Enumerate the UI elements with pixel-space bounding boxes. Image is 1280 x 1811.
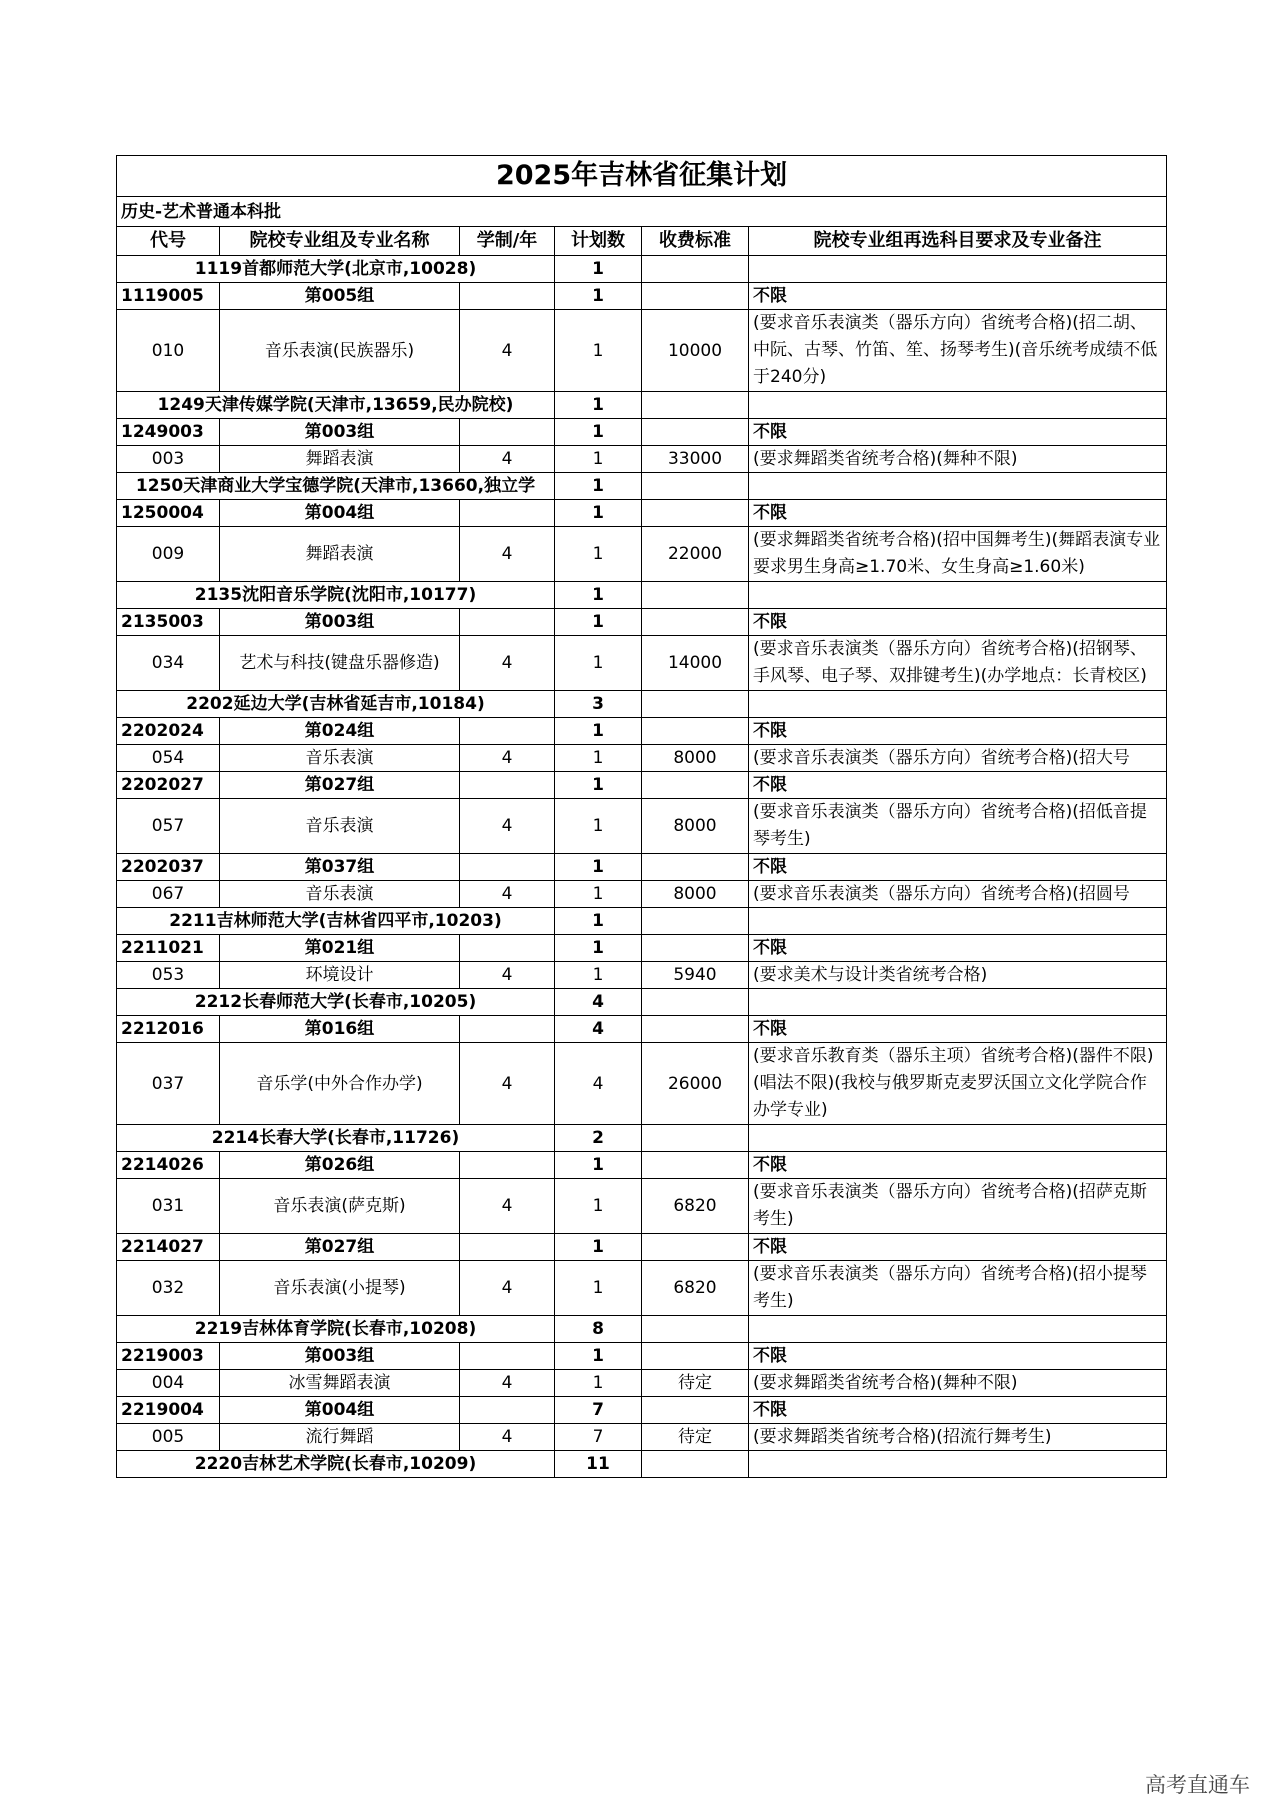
subject-requirement: 不限 xyxy=(749,500,1167,527)
major-row xyxy=(117,799,1167,854)
major-code: 067 xyxy=(117,881,220,908)
group-name: 第003组 xyxy=(220,609,460,636)
group-row xyxy=(117,854,1167,881)
plan-count: 2 xyxy=(555,1125,642,1152)
years-value: 4 xyxy=(460,962,555,989)
subject-requirement: 不限 xyxy=(749,1016,1167,1043)
notes-cell xyxy=(749,691,1167,718)
school-row xyxy=(117,1451,1167,1478)
major-name: 冰雪舞蹈表演 xyxy=(220,1370,460,1397)
group-code: 2202027 xyxy=(117,772,220,799)
notes-cell xyxy=(749,989,1167,1016)
major-notes: (要求音乐表演类（器乐方向）省统考合格)(招大号 xyxy=(749,745,1167,772)
notes-cell xyxy=(749,392,1167,419)
years-value: 4 xyxy=(460,446,555,473)
major-name: 舞蹈表演 xyxy=(220,446,460,473)
major-notes: (要求音乐表演类（器乐方向）省统考合格)(招二胡、中阮、古琴、竹笛、笙、扬琴考生)(音乐统考成绩不低于240分) xyxy=(749,310,1167,392)
plan-count: 4 xyxy=(555,989,642,1016)
years-cell xyxy=(460,935,555,962)
group-code: 2211021 xyxy=(117,935,220,962)
fee-cell xyxy=(642,854,749,881)
school-row xyxy=(117,1125,1167,1152)
group-name: 第005组 xyxy=(220,283,460,310)
years-cell xyxy=(460,1152,555,1179)
years-cell xyxy=(460,283,555,310)
plan-count: 1 xyxy=(555,1343,642,1370)
group-row xyxy=(117,1152,1167,1179)
major-code: 034 xyxy=(117,636,220,691)
years-cell xyxy=(460,1343,555,1370)
notes-cell xyxy=(749,908,1167,935)
fee-cell xyxy=(642,935,749,962)
years-cell xyxy=(460,1234,555,1261)
subject-requirement: 不限 xyxy=(749,935,1167,962)
years-value: 4 xyxy=(460,527,555,582)
group-name: 第026组 xyxy=(220,1152,460,1179)
major-code: 004 xyxy=(117,1370,220,1397)
plan-count: 1 xyxy=(555,419,642,446)
subject-requirement: 不限 xyxy=(749,1343,1167,1370)
years-value: 4 xyxy=(460,881,555,908)
group-row xyxy=(117,500,1167,527)
batch-row xyxy=(117,197,1167,227)
group-name: 第024组 xyxy=(220,718,460,745)
school-name: 2219吉林体育学院(长春市,10208) xyxy=(117,1316,555,1343)
fee-value: 8000 xyxy=(642,799,749,854)
group-row xyxy=(117,419,1167,446)
fee-value: 14000 xyxy=(642,636,749,691)
fee-value: 22000 xyxy=(642,527,749,582)
fee-cell xyxy=(642,718,749,745)
plan-count: 1 xyxy=(555,962,642,989)
group-code: 2212016 xyxy=(117,1016,220,1043)
years-cell xyxy=(460,772,555,799)
major-notes: (要求音乐表演类（器乐方向）省统考合格)(招低音提琴考生) xyxy=(749,799,1167,854)
major-notes: (要求舞蹈类省统考合格)(招流行舞考生) xyxy=(749,1424,1167,1451)
years-value: 4 xyxy=(460,1370,555,1397)
group-name: 第037组 xyxy=(220,854,460,881)
years-cell xyxy=(460,1397,555,1424)
plan-count: 1 xyxy=(555,1261,642,1316)
group-code: 1249003 xyxy=(117,419,220,446)
plan-count: 8 xyxy=(555,1316,642,1343)
years-value: 4 xyxy=(460,799,555,854)
group-name: 第004组 xyxy=(220,1397,460,1424)
major-row xyxy=(117,881,1167,908)
group-code: 1250004 xyxy=(117,500,220,527)
group-code: 2219004 xyxy=(117,1397,220,1424)
header-code: 代号 xyxy=(117,227,220,256)
major-name: 艺术与科技(键盘乐器修造) xyxy=(220,636,460,691)
years-cell xyxy=(460,609,555,636)
subject-requirement: 不限 xyxy=(749,609,1167,636)
group-code: 2202024 xyxy=(117,718,220,745)
plan-count: 1 xyxy=(555,881,642,908)
plan-count: 1 xyxy=(555,854,642,881)
major-notes: (要求舞蹈类省统考合格)(舞种不限) xyxy=(749,446,1167,473)
plan-count: 1 xyxy=(555,908,642,935)
fee-cell xyxy=(642,989,749,1016)
plan-count: 1 xyxy=(555,1179,642,1234)
notes-cell xyxy=(749,256,1167,283)
plan-count: 1 xyxy=(555,1370,642,1397)
school-name: 1249天津传媒学院(天津市,13659,民办院校) xyxy=(117,392,555,419)
major-notes: (要求音乐表演类（器乐方向）省统考合格)(招钢琴、手风琴、电子琴、双排键考生)(办学地点：长青校区) xyxy=(753,639,1147,686)
plan-count: 1 xyxy=(555,500,642,527)
group-row xyxy=(117,609,1167,636)
major-notes: (要求音乐表演类（器乐方向）省统考合格)(招萨克斯考生) xyxy=(749,1179,1167,1234)
plan-count: 4 xyxy=(555,1016,642,1043)
years-cell xyxy=(460,500,555,527)
group-row xyxy=(117,283,1167,310)
header-plan: 计划数 xyxy=(555,227,642,256)
subject-requirement: 不限 xyxy=(749,1152,1167,1179)
subject-requirement: 不限 xyxy=(749,419,1167,446)
major-code: 031 xyxy=(117,1179,220,1234)
plan-count: 3 xyxy=(555,691,642,718)
subject-requirement: 不限 xyxy=(749,1234,1167,1261)
major-name: 音乐表演(小提琴) xyxy=(220,1261,460,1316)
subject-requirement: 不限 xyxy=(749,718,1167,745)
plan-count: 1 xyxy=(555,392,642,419)
major-notes: (要求美术与设计类省统考合格) xyxy=(749,962,1167,989)
major-row xyxy=(117,1261,1167,1316)
notes-cell xyxy=(749,582,1167,609)
plan-count: 1 xyxy=(555,718,642,745)
notes-cell xyxy=(749,1451,1167,1478)
fee-cell xyxy=(642,392,749,419)
subject-requirement: 不限 xyxy=(749,1397,1167,1424)
major-code: 010 xyxy=(117,310,220,392)
fee-value: 待定 xyxy=(642,1370,749,1397)
fee-value: 待定 xyxy=(642,1424,749,1451)
major-code: 005 xyxy=(117,1424,220,1451)
plan-count: 1 xyxy=(555,582,642,609)
plan-count: 1 xyxy=(555,310,642,392)
fee-cell xyxy=(642,908,749,935)
major-notes: (要求舞蹈类省统考合格)(招中国舞考生)(舞蹈表演专业要求男生身高≥1.70米、女生身高≥1.60米) xyxy=(749,527,1167,582)
group-name: 第003组 xyxy=(220,1343,460,1370)
enrollment-plan-table xyxy=(116,155,1167,1478)
notes-cell xyxy=(749,1316,1167,1343)
fee-value: 26000 xyxy=(642,1043,749,1125)
fee-cell xyxy=(642,419,749,446)
fee-cell xyxy=(642,256,749,283)
years-value: 4 xyxy=(460,1043,555,1125)
fee-cell xyxy=(642,473,749,500)
group-row xyxy=(117,1343,1167,1370)
years-cell xyxy=(460,718,555,745)
plan-count: 1 xyxy=(555,446,642,473)
fee-value: 10000 xyxy=(642,310,749,392)
major-notes-cell xyxy=(749,636,1167,691)
fee-cell xyxy=(642,772,749,799)
major-notes: (要求音乐表演类（器乐方向）省统考合格)(招小提琴考生) xyxy=(749,1261,1167,1316)
major-notes: (要求音乐教育类（器乐主项）省统考合格)(器件不限)(唱法不限)(我校与俄罗斯克麦罗沃国立文化学院合作办学专业) xyxy=(749,1043,1167,1125)
school-name: 2211吉林师范大学(吉林省四平市,10203) xyxy=(117,908,555,935)
school-name: 1119首都师范大学(北京市,10028) xyxy=(117,256,555,283)
major-code: 054 xyxy=(117,745,220,772)
major-row xyxy=(117,745,1167,772)
group-code: 2214027 xyxy=(117,1234,220,1261)
years-value: 4 xyxy=(460,1261,555,1316)
major-row xyxy=(117,1370,1167,1397)
major-row xyxy=(117,962,1167,989)
plan-count: 1 xyxy=(555,609,642,636)
fee-cell xyxy=(642,500,749,527)
group-name: 第003组 xyxy=(220,419,460,446)
fee-cell xyxy=(642,1343,749,1370)
enrollment-table-container xyxy=(116,155,1166,1478)
fee-value: 6820 xyxy=(642,1179,749,1234)
major-name: 流行舞蹈 xyxy=(220,1424,460,1451)
fee-cell xyxy=(642,1016,749,1043)
major-code: 057 xyxy=(117,799,220,854)
major-name: 音乐表演 xyxy=(220,881,460,908)
group-name: 第021组 xyxy=(220,935,460,962)
page-title: 2025年吉林省征集计划 xyxy=(117,156,1167,197)
notes-cell xyxy=(749,1125,1167,1152)
group-name: 第016组 xyxy=(220,1016,460,1043)
fee-value: 8000 xyxy=(642,745,749,772)
major-name: 音乐表演(萨克斯) xyxy=(220,1179,460,1234)
plan-count: 1 xyxy=(555,636,642,691)
plan-count: 1 xyxy=(555,745,642,772)
fee-value: 8000 xyxy=(642,881,749,908)
subject-requirement: 不限 xyxy=(749,854,1167,881)
school-row xyxy=(117,691,1167,718)
plan-count: 1 xyxy=(555,473,642,500)
major-row xyxy=(117,446,1167,473)
major-row xyxy=(117,1424,1167,1451)
fee-cell xyxy=(642,1234,749,1261)
subject-requirement: 不限 xyxy=(749,283,1167,310)
major-code: 032 xyxy=(117,1261,220,1316)
fee-value: 5940 xyxy=(642,962,749,989)
school-row xyxy=(117,392,1167,419)
plan-count: 1 xyxy=(555,799,642,854)
major-name: 音乐学(中外合作办学) xyxy=(220,1043,460,1125)
major-notes: (要求音乐表演类（器乐方向）省统考合格)(招圆号 xyxy=(749,881,1167,908)
school-name: 1250天津商业大学宝德学院(天津市,13660,独立学 xyxy=(117,473,555,500)
plan-count: 1 xyxy=(555,1152,642,1179)
group-row xyxy=(117,718,1167,745)
group-code: 2219003 xyxy=(117,1343,220,1370)
plan-count: 4 xyxy=(555,1043,642,1125)
plan-count: 7 xyxy=(555,1397,642,1424)
school-row xyxy=(117,1316,1167,1343)
major-row xyxy=(117,1043,1167,1125)
group-name: 第027组 xyxy=(220,1234,460,1261)
batch-label: 历史-艺术普通本科批 xyxy=(117,197,1167,227)
school-row xyxy=(117,989,1167,1016)
major-code: 037 xyxy=(117,1043,220,1125)
plan-count: 1 xyxy=(555,935,642,962)
group-row xyxy=(117,772,1167,799)
years-value: 4 xyxy=(460,1424,555,1451)
major-name: 音乐表演 xyxy=(220,745,460,772)
school-row xyxy=(117,582,1167,609)
group-row xyxy=(117,1234,1167,1261)
subject-requirement: 不限 xyxy=(749,772,1167,799)
years-value: 4 xyxy=(460,1179,555,1234)
group-name: 第027组 xyxy=(220,772,460,799)
header-fee: 收费标准 xyxy=(642,227,749,256)
fee-cell xyxy=(642,283,749,310)
fee-cell xyxy=(642,1397,749,1424)
group-code: 2202037 xyxy=(117,854,220,881)
title-row xyxy=(117,156,1167,197)
years-value: 4 xyxy=(460,310,555,392)
major-name: 舞蹈表演 xyxy=(220,527,460,582)
plan-count: 1 xyxy=(555,1234,642,1261)
fee-cell xyxy=(642,1152,749,1179)
group-row xyxy=(117,1016,1167,1043)
major-name: 音乐表演 xyxy=(220,799,460,854)
watermark-text: 高考直通车 xyxy=(1145,1773,1250,1797)
header-name: 院校专业组及专业名称 xyxy=(220,227,460,256)
major-code: 009 xyxy=(117,527,220,582)
years-value: 4 xyxy=(460,636,555,691)
school-name: 2202延边大学(吉林省延吉市,10184) xyxy=(117,691,555,718)
group-row xyxy=(117,1397,1167,1424)
fee-cell xyxy=(642,609,749,636)
school-name: 2220吉林艺术学院(长春市,10209) xyxy=(117,1451,555,1478)
group-code: 2135003 xyxy=(117,609,220,636)
school-name: 2212长春师范大学(长春市,10205) xyxy=(117,989,555,1016)
major-row xyxy=(117,527,1167,582)
school-row xyxy=(117,256,1167,283)
plan-count: 1 xyxy=(555,283,642,310)
plan-count: 11 xyxy=(555,1451,642,1478)
major-code: 003 xyxy=(117,446,220,473)
fee-value: 6820 xyxy=(642,1261,749,1316)
fee-cell xyxy=(642,582,749,609)
school-name: 2135沈阳音乐学院(沈阳市,10177) xyxy=(117,582,555,609)
major-notes: (要求舞蹈类省统考合格)(舞种不限) xyxy=(749,1370,1167,1397)
school-row xyxy=(117,473,1167,500)
group-name: 第004组 xyxy=(220,500,460,527)
years-cell xyxy=(460,1016,555,1043)
group-row xyxy=(117,935,1167,962)
fee-cell xyxy=(642,691,749,718)
fee-cell xyxy=(642,1125,749,1152)
fee-cell xyxy=(642,1316,749,1343)
plan-count: 7 xyxy=(555,1424,642,1451)
major-name: 音乐表演(民族器乐) xyxy=(220,310,460,392)
major-name: 环境设计 xyxy=(220,962,460,989)
years-cell xyxy=(460,419,555,446)
school-name: 2214长春大学(长春市,11726) xyxy=(117,1125,555,1152)
years-value: 4 xyxy=(460,745,555,772)
header-row xyxy=(117,227,1167,256)
header-years: 学制/年 xyxy=(460,227,555,256)
notes-cell xyxy=(749,473,1167,500)
fee-cell xyxy=(642,1451,749,1478)
header-notes: 院校专业组再选科目要求及专业备注 xyxy=(749,227,1167,256)
plan-count: 1 xyxy=(555,772,642,799)
major-code: 053 xyxy=(117,962,220,989)
major-row xyxy=(117,310,1167,392)
plan-count: 1 xyxy=(555,527,642,582)
fee-value: 33000 xyxy=(642,446,749,473)
years-cell xyxy=(460,854,555,881)
school-row xyxy=(117,908,1167,935)
major-row xyxy=(117,1179,1167,1234)
group-code: 2214026 xyxy=(117,1152,220,1179)
major-row xyxy=(117,636,1167,691)
plan-count: 1 xyxy=(555,256,642,283)
group-code: 1119005 xyxy=(117,283,220,310)
